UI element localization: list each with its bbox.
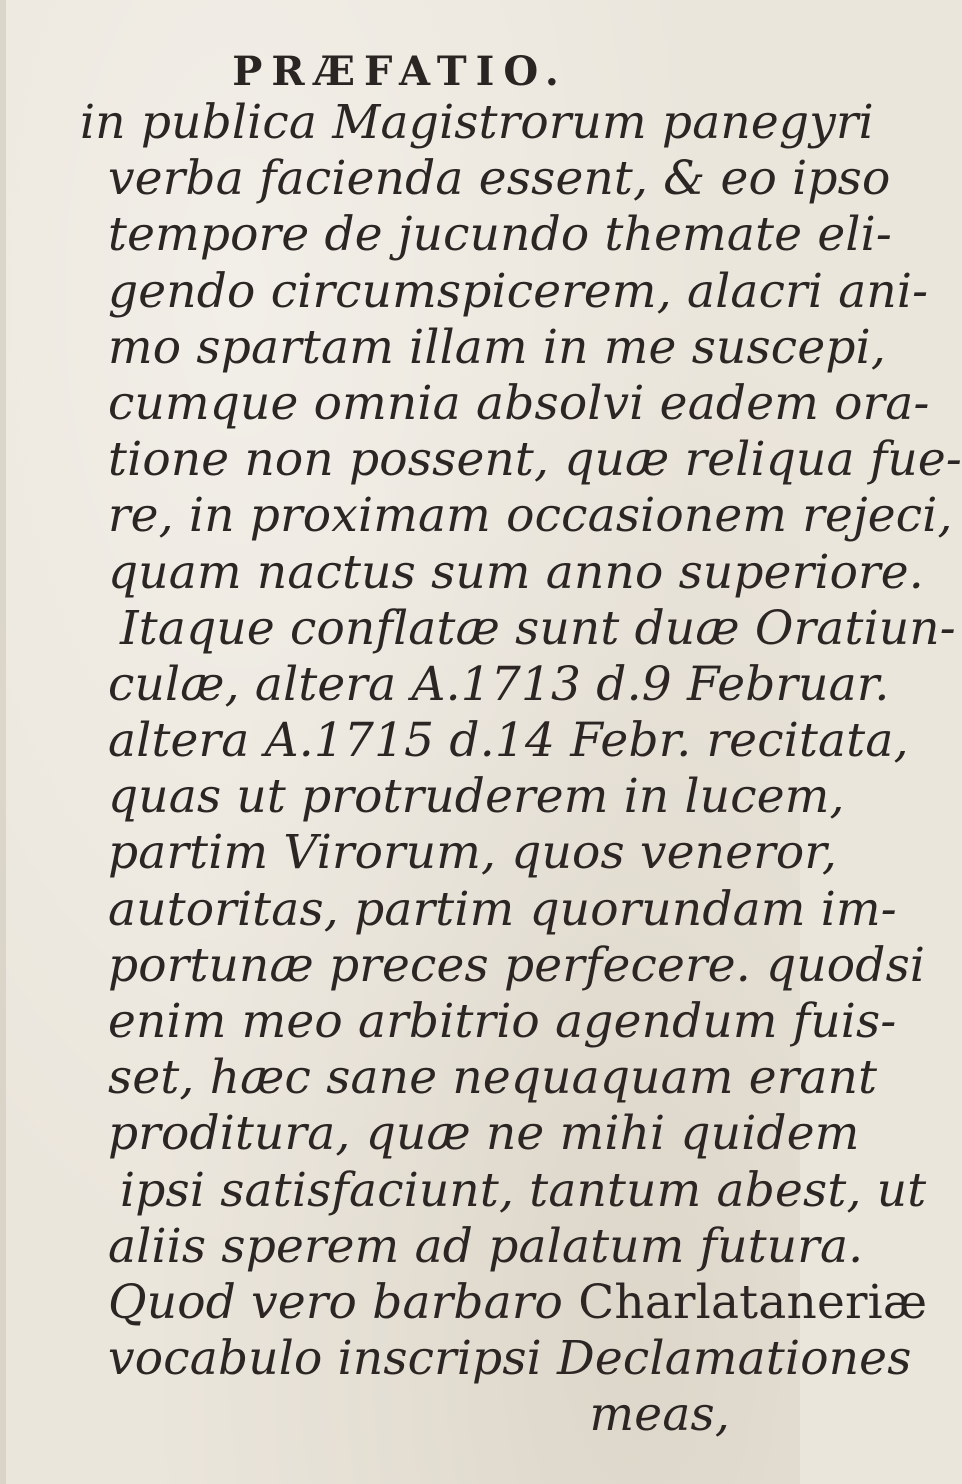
text-line: tempore de jucundo themate eli-	[108, 207, 892, 263]
text-line: set, hæc sane nequaquam erant	[108, 1050, 878, 1106]
text-line: portunæ preces perfecere. quodsi	[108, 937, 926, 993]
text-line: quam nactus sum anno superiore.	[108, 544, 924, 600]
text-line-catchword: meas,	[589, 1387, 730, 1443]
text-line: tione non possent, quæ reliqua fue-	[108, 432, 962, 488]
text-line: culæ, altera A.1713 d.9 Februar.	[108, 656, 890, 712]
text-line: partim Virorum, quos veneror,	[108, 825, 838, 881]
text-line: ipsi satisfaciunt, tantum abest, ut	[120, 1162, 927, 1218]
text-line: gendo circumspicerem, alacri ani-	[108, 263, 929, 319]
text-line: re, in proximam occasionem rejeci,	[108, 488, 953, 544]
text-line: vocabulo inscripsi Declamationes	[108, 1331, 912, 1387]
text-line: proditura, quæ ne mihi quidem	[108, 1106, 860, 1162]
text-line: verba facienda essent, & eo ipso	[108, 151, 891, 207]
text-segment-italic: Quod vero barbaro	[108, 1274, 564, 1330]
text-line	[108, 1274, 928, 1331]
text-line: cumque omnia absolvi eadem ora-	[108, 375, 930, 431]
page-edge-shadow	[0, 0, 6, 1484]
text-line: altera A.1715 d.14 Febr. recitata,	[108, 713, 909, 769]
text-line: enim meo arbitrio agendum fuis-	[108, 994, 897, 1049]
body-text	[80, 95, 962, 1444]
text-line: Itaque conflatæ sunt duæ Oratiun-	[120, 600, 956, 656]
text-line: autoritas, partim quorundam im-	[108, 881, 897, 937]
text-line: mo spartam illam in me suscepi,	[108, 319, 887, 375]
running-head: PRÆFATIO.	[232, 48, 568, 95]
text-segment-roman: Charlataneriæ	[578, 1274, 928, 1330]
text-line: aliis sperem ad palatum futura.	[108, 1218, 864, 1274]
text-line: in publica Magistrorum panegyri	[80, 95, 874, 150]
text-line: quas ut protruderem in lucem,	[108, 769, 845, 825]
